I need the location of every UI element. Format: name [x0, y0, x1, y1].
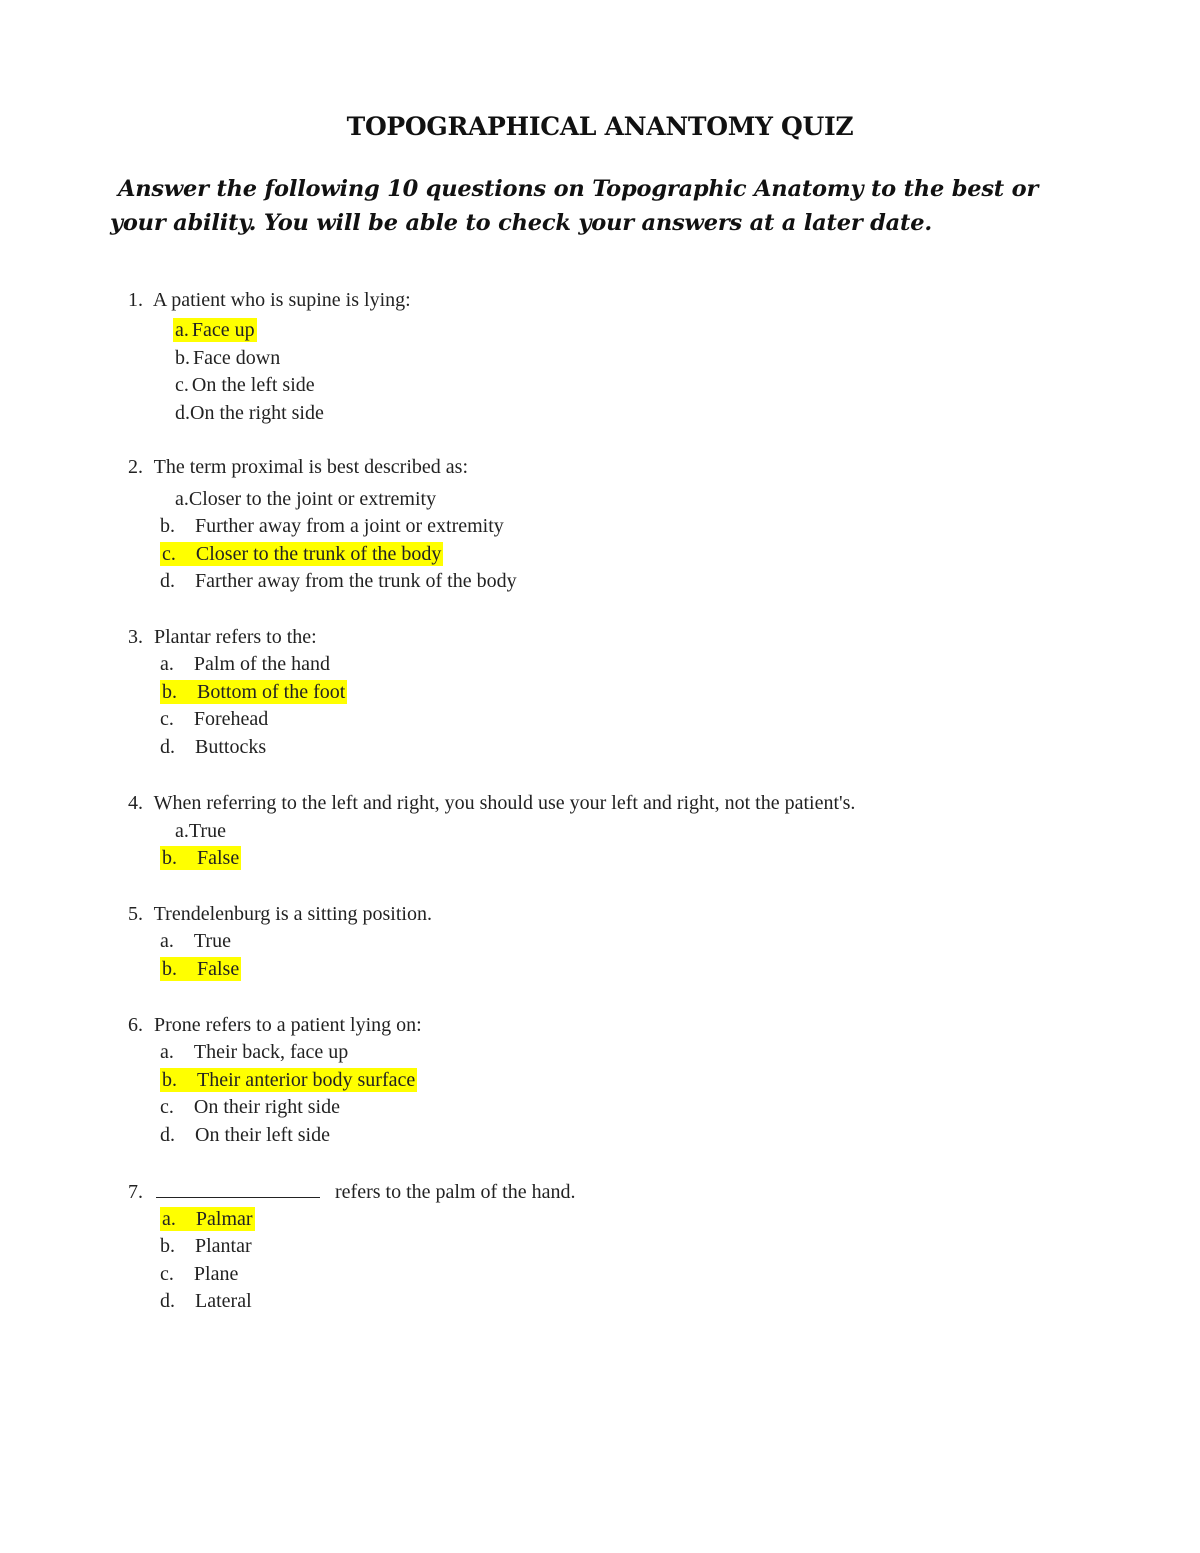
option-text: Buttocks	[195, 736, 267, 758]
question-text: The term proximal is best described as:	[153, 456, 468, 478]
question-number: 5.	[128, 903, 143, 925]
answer-highlight	[160, 542, 443, 566]
question-number: 7.	[128, 1181, 143, 1203]
option-text: Palmar	[195, 1208, 253, 1230]
option-letter: d.	[160, 1124, 175, 1146]
option-text: Lateral	[195, 1290, 252, 1312]
option-letter: b.	[160, 1235, 175, 1257]
question-2-option-c	[160, 542, 443, 566]
option-text: False	[197, 958, 240, 980]
question-number: 3.	[128, 626, 143, 648]
question-4	[128, 791, 855, 815]
option-text: On their right side	[193, 1096, 340, 1118]
option-text: Their back, face up	[193, 1041, 349, 1063]
option-text: Closer to the joint or extremity	[188, 488, 437, 510]
option-letter: d.	[160, 1290, 175, 1312]
question-number: 4.	[128, 792, 143, 814]
option-letter: a.	[175, 488, 189, 510]
answer-blank	[156, 1179, 320, 1198]
option-text: Face up	[191, 319, 255, 341]
question-3-option-d	[160, 735, 266, 759]
question-2-option-b	[160, 514, 504, 538]
question-1-option-a	[173, 318, 257, 342]
question-text: Trendelenburg is a sitting position.	[153, 903, 432, 925]
question-1-option-d	[175, 401, 324, 425]
option-letter: c.	[160, 708, 174, 730]
answer-highlight	[160, 1068, 417, 1092]
option-text: True	[193, 930, 231, 952]
question-2-option-d	[160, 569, 517, 593]
question-3-option-c	[160, 707, 268, 731]
option-letter: b.	[175, 347, 190, 369]
option-letter: b.	[160, 515, 175, 537]
question-number: 2.	[128, 456, 143, 478]
option-text: False	[197, 847, 240, 869]
option-text: On the left side	[191, 374, 315, 396]
question-6-option-b	[160, 1068, 417, 1092]
question-1-option-c	[175, 373, 315, 397]
option-letter: b.	[162, 958, 177, 980]
option-text: True	[188, 820, 226, 842]
option-letter: a.	[175, 319, 189, 341]
question-3	[128, 625, 317, 649]
option-letter: a.	[160, 653, 174, 675]
question-text: Plantar refers to the:	[154, 626, 317, 648]
question-text: When referring to the left and right, you should use your left and right, not the patient's.	[153, 792, 856, 814]
option-letter: a.	[175, 820, 189, 842]
question-1	[128, 288, 411, 312]
option-letter: c.	[175, 374, 189, 396]
option-letter: c.	[162, 543, 176, 565]
option-text: Plantar	[195, 1235, 252, 1257]
option-letter: a.	[162, 1208, 176, 1230]
question-7-option-d	[160, 1289, 252, 1313]
option-text: Closer to the trunk of the body	[195, 543, 442, 565]
option-text: Palm of the hand	[193, 653, 330, 675]
question-text: refers to the palm of the hand.	[335, 1181, 576, 1203]
answer-highlight	[160, 957, 241, 981]
question-4-option-b	[160, 846, 241, 870]
question-5	[128, 902, 432, 926]
option-letter: a.	[160, 1041, 174, 1063]
option-letter: c.	[160, 1096, 174, 1118]
question-6	[128, 1013, 422, 1037]
question-3-option-b	[160, 680, 347, 704]
answer-highlight	[160, 1207, 255, 1231]
option-text: Further away from a joint or extremity	[195, 515, 504, 537]
option-text: Forehead	[193, 708, 269, 730]
option-text: Face down	[193, 347, 281, 369]
intro-line-2: your ability. You will be able to check your answers at a later date.	[110, 210, 932, 236]
option-letter: b.	[162, 1069, 177, 1091]
option-text: Plane	[193, 1263, 239, 1285]
question-7-option-a	[160, 1207, 255, 1231]
option-letter: a.	[160, 930, 174, 952]
question-4-option-a	[175, 819, 226, 843]
option-text: On their left side	[195, 1124, 330, 1146]
question-7-option-b	[160, 1234, 252, 1258]
question-7	[128, 1179, 575, 1204]
option-letter: b.	[162, 847, 177, 869]
question-6-option-c	[160, 1095, 340, 1119]
question-number: 1.	[128, 289, 143, 311]
question-2-option-a	[175, 487, 436, 511]
option-letter: c.	[160, 1263, 174, 1285]
question-6-option-d	[160, 1123, 330, 1147]
option-text: On the right side	[190, 402, 324, 424]
answer-highlight	[160, 846, 241, 870]
option-text: Bottom of the foot	[197, 681, 346, 703]
option-text: Farther away from the trunk of the body	[195, 570, 517, 592]
option-letter: d.	[175, 402, 190, 424]
question-text: Prone refers to a patient lying on:	[154, 1014, 422, 1036]
option-letter: d.	[160, 736, 175, 758]
option-letter: d.	[160, 570, 175, 592]
question-5-option-a	[160, 929, 231, 953]
question-7-option-c	[160, 1262, 238, 1286]
question-2	[128, 455, 468, 479]
question-5-option-b	[160, 957, 241, 981]
question-number: 6.	[128, 1014, 143, 1036]
option-text: Their anterior body surface	[197, 1069, 416, 1091]
question-text: A patient who is supine is lying:	[152, 289, 411, 311]
question-1-option-b	[175, 346, 280, 370]
answer-highlight	[173, 318, 257, 342]
option-letter: b.	[162, 681, 177, 703]
page-title: TOPOGRAPHICAL ANANTOMY QUIZ	[346, 112, 854, 141]
answer-highlight	[160, 680, 347, 704]
intro-line-1: Answer the following 10 questions on Topographic Anatomy to the best or	[118, 176, 1039, 202]
question-3-option-a	[160, 652, 330, 676]
question-6-option-a	[160, 1040, 348, 1064]
